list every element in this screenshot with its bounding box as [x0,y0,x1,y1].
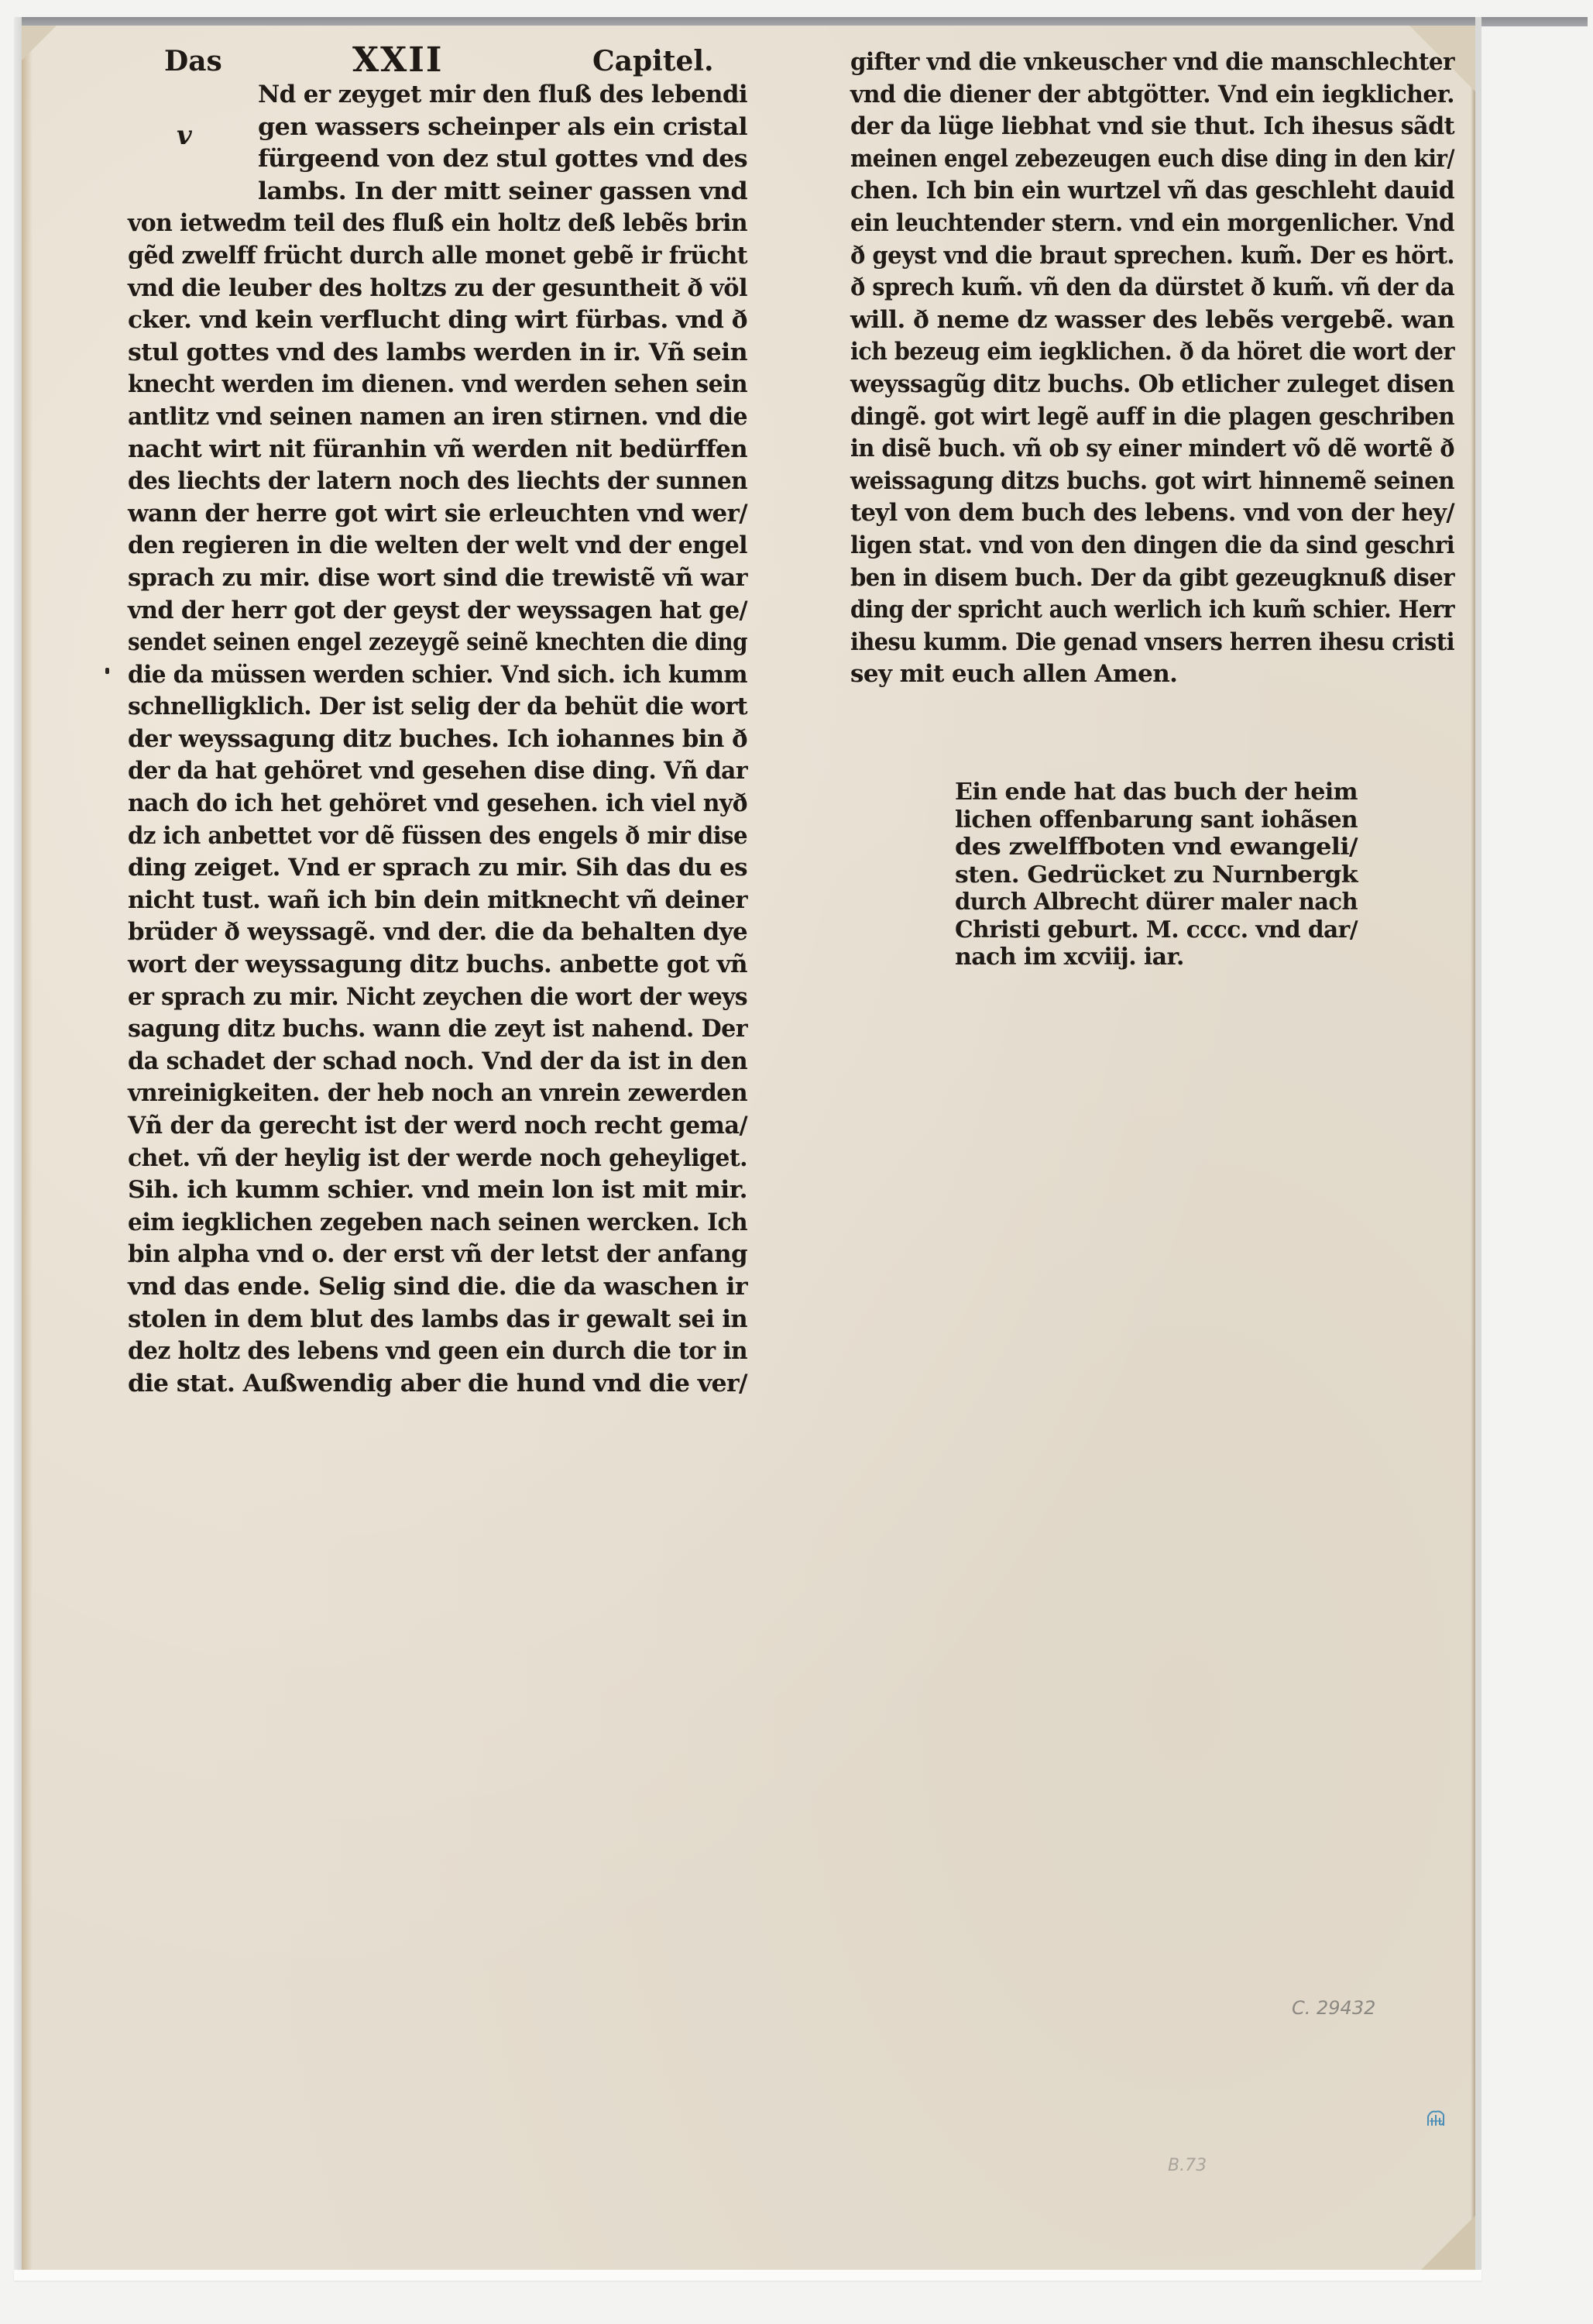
text-line: wort der weyssagung ditz buchs. anbette got vñ [128,951,747,979]
text-line: meinen engel zebezeugen euch dise ding in den kir/ [850,144,1454,173]
text-line: bin alpha vnd o. der erst vñ der letst der anfang [128,1240,747,1269]
text-line: nacht wirt nit füranhin vñ werden nit bedürffen [128,435,747,463]
text-line: weissagung ditzs buchs. got wirt hinnemẽ seinen [850,466,1454,495]
text-line: sprach zu mir. dise wort sind die trewistẽ vñ war [128,563,747,592]
text-line: eim iegklichen zegeben nach seinen wercken. Ich [128,1208,747,1236]
opening-paragraph-indented [128,79,815,208]
colophon-line: nach im xcviij. iar. [955,944,1184,971]
text-line: brüder ð weyssagẽ. vnd der. die da behalten dye [128,918,747,947]
text-line: stolen in dem blut des lambs das ir gewalt sei in [128,1305,747,1333]
text-line: vnd die leuber des holtzs zu der gesuntheit ð völ [128,273,747,302]
text-line: sey mit euch allen Amen. [850,660,1178,689]
marginal-guide-letter: v [177,120,192,151]
text-line: schnelligklich. Der ist selig der da behüt die wort [128,693,747,721]
text-line: fürgeend von dez stul gottes vnd des [258,145,747,174]
collector-stamp-icon [1423,2107,1448,2130]
monogram-stamp-icon [1423,2107,1448,2130]
text-line: vnd der herr got der geyst der weyssagen hat ge/ [128,596,747,624]
text-line: dez holtz des lebens vnd geen ein durch die tor in [128,1337,747,1366]
text-line: teyl von dem buch des lebens. vnd von der hey/ [850,499,1454,528]
text-line: weyssagũg ditz buchs. Ob etlicher zuleget disen [850,370,1454,398]
heading-chapter-number: XXII [352,40,444,80]
text-line: von ietwedm teil des fluß ein holtz deß lebẽs brin [128,209,747,238]
text-line: die stat. Außwendig aber die hund vnd die ver/ [128,1369,747,1397]
text-line: gifter vnd die vnkeuscher vnd die manschlechter [850,48,1454,76]
left-column-body [128,208,815,1400]
text-line: stul gottes vnd des lambs werden in ir. Vñ sein [128,338,747,366]
left-text-column [128,79,815,1400]
right-text-column [850,46,1528,691]
text-line: ding der spricht auch werlich ich kum̃ schier. Herr [850,596,1454,624]
mat-bevel-left [14,17,22,2271]
mat-bevel-bottom [14,2270,1481,2281]
text-line: da schadet der schad noch. Vnd der da ist in den [128,1047,747,1075]
text-line: der da hat gehöret vnd gesehen dise ding. Vñ dar [128,757,747,786]
text-line: vnd die diener der abtgötter. Vnd ein iegklicher. [850,80,1454,108]
colophon-line: lichen offenbarung sant iohãsen [955,806,1358,834]
colophon-line: durch Albrecht dürer maler nach [955,889,1358,916]
text-line: er sprach zu mir. Nicht zeychen die wort der weys [128,982,747,1011]
text-line: ben in disem buch. Der da gibt gezeugknuß diser [850,563,1454,592]
ink-mark [105,668,109,674]
text-line: gẽd zwelff frücht durch alle monet gebẽ ir frücht [128,241,747,270]
text-line: Nd er zeyget mir den fluß des lebendi [258,81,747,108]
text-line: ð geyst vnd die braut sprechen. kum̃. Der es hört. [850,241,1454,270]
colophon-line: sten. Gedrücket zu Nurnbergk [955,861,1358,889]
text-line: wann der herre got wirt sie erleuchten vnd wer/ [128,499,747,528]
mounting-corner-top-left [22,26,57,60]
paper-edge-left [22,26,33,2270]
text-line: antlitz vnd seinen namen an iren stirnen. vnd die [128,402,747,431]
text-line: ding zeiget. Vnd er sprach zu mir. Sih das du es [128,854,747,882]
text-line: knecht werden im dienen. vnd werden sehen sein [128,370,747,399]
text-line: chet. vñ der heylig ist der werde noch geheyliget. [128,1143,747,1172]
text-line: ligen stat. vnd von den dingen die da sind geschri [850,531,1454,559]
text-line: nicht tust. wañ ich bin dein mitknecht vñ deiner [128,885,747,914]
heading-das: Das [164,45,222,77]
text-line: vnd das ende. Selig sind die. die da waschen ir [128,1272,748,1301]
text-line: der weyssagung ditz buches. Ich iohannes bin ð [128,724,747,753]
text-line: ein leuchtender stern. vnd ein morgenlicher. Vnd [850,208,1454,237]
text-line: ihesu kumm. Die genad vnsers herren ihesu cristi [850,627,1454,656]
colophon-line: Christi geburt. M. cccc. vnd dar/ [955,916,1358,944]
colophon-line: Ein ende hat das buch der heim [955,779,1358,806]
text-line: ð sprech kum̃. vñ den da dürstet ð kum̃. vñ der da [850,273,1454,302]
text-line: Sih. ich kumm schier. vnd mein lon ist mit mir. [128,1176,747,1205]
heading-capitel: Capitel. [592,45,714,77]
text-line: in disẽ buch. vñ ob sy einer mindert võ dẽ wortẽ ð [850,435,1454,463]
text-line: sendet seinen engel zezeygẽ seinẽ knechten die ding [128,628,747,657]
text-line: dz ich anbettet vor dẽ füssen des engels ð mir dise [128,821,747,850]
text-line: lambs. In der mitt seiner gassen vnd [258,177,747,205]
text-line: den regieren in die welten der welt vnd der engel [128,531,747,560]
text-line: nach do ich het gehöret vnd gesehen. ich viel nyð [128,789,747,818]
text-line: sagung ditz buchs. wann die zeyt ist nahend. Der [128,1015,747,1043]
colophon-line: des zwelffboten vnd ewangeli/ [955,834,1358,861]
mounting-corner-bottom-right [1421,2216,1475,2270]
text-line: chen. Ich bin ein wurtzel vñ das geschleht dauid [850,177,1454,205]
colophon [955,779,1372,971]
pencil-inventory-number: C. 29432 [1292,1997,1376,2019]
text-line: Vñ der da gerecht ist der werd noch recht gema/ [128,1112,747,1140]
text-line: dingẽ. got wirt legẽ auff in die plagen geschriben [850,402,1454,431]
text-line: vnreinigkeiten. der heb noch an vnrein zewerden [128,1079,747,1108]
text-line: will. ð neme dz wasser des lebẽs vergebẽ. wan [850,305,1454,334]
text-line: der da lüge liebhat vnd sie thut. Ich ihesus sãdt [850,112,1454,141]
text-line: ich bezeug eim iegklichen. ð da höret die wort der [850,338,1454,366]
text-line: die da müssen werden schier. Vnd sich. ich kumm [128,660,747,689]
text-line: des liechts der latern noch des liechts der sunnen [128,467,747,496]
pencil-page-number: B.73 [1168,2156,1207,2175]
text-line: cker. vnd kein verflucht ding wirt fürbas. vnd ð [128,306,747,335]
text-line: gen wassers scheinper als ein cristal [258,112,747,141]
